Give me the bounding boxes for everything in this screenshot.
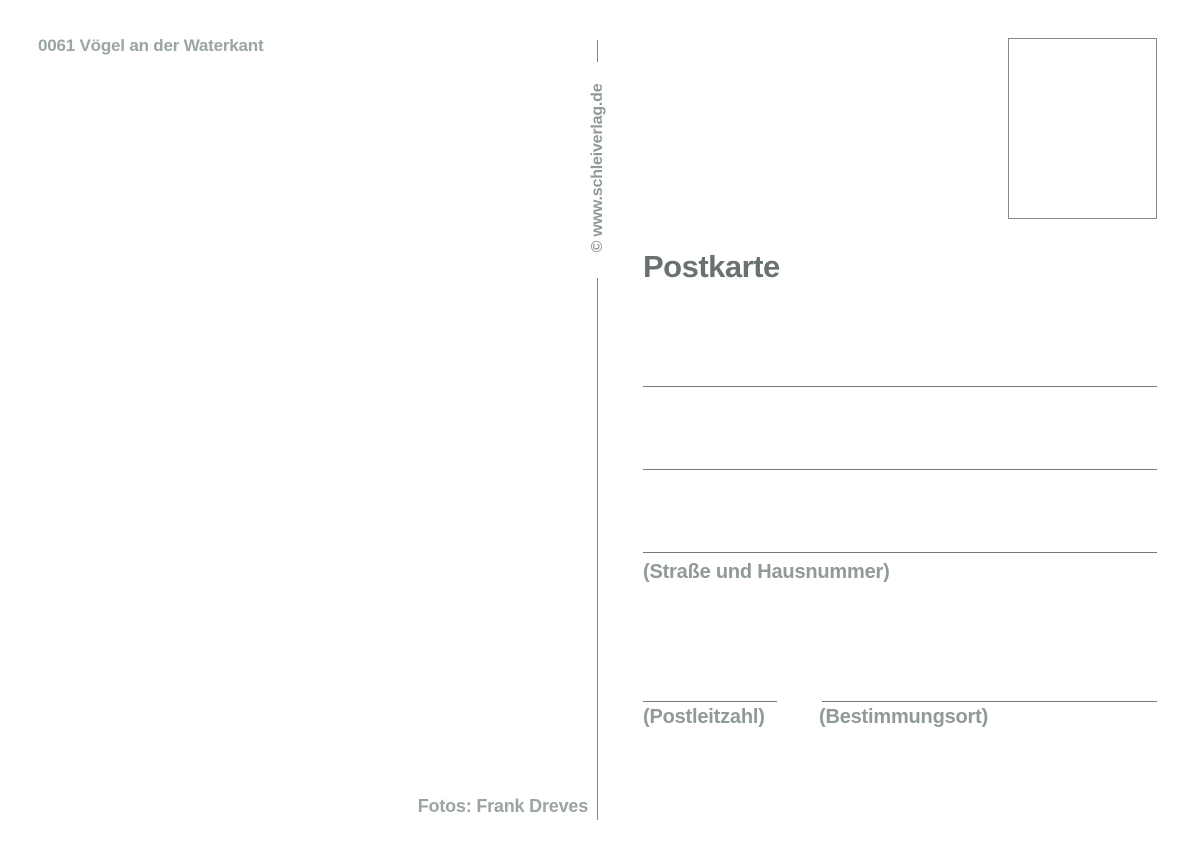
postal-code-label: (Postleitzahl) [643, 706, 765, 728]
stamp-box [1008, 38, 1157, 219]
destination-label: (Bestimmungsort) [819, 706, 989, 728]
center-divider-top [597, 40, 598, 62]
center-divider-bottom [597, 278, 598, 820]
street-label: (Straße und Hausnummer) [643, 561, 890, 583]
address-line-street [643, 552, 1157, 553]
postcard-heading: Postkarte [643, 249, 780, 284]
photo-credit: Fotos: Frank Dreves [417, 796, 588, 816]
publisher-credit: © www.schleiverlag.de [589, 83, 606, 253]
destination-line [822, 701, 1157, 702]
card-title: 0061 Vögel an der Waterkant [38, 36, 264, 55]
postal-code-line [643, 701, 777, 702]
address-line-1 [643, 386, 1157, 387]
address-line-2 [643, 469, 1157, 470]
